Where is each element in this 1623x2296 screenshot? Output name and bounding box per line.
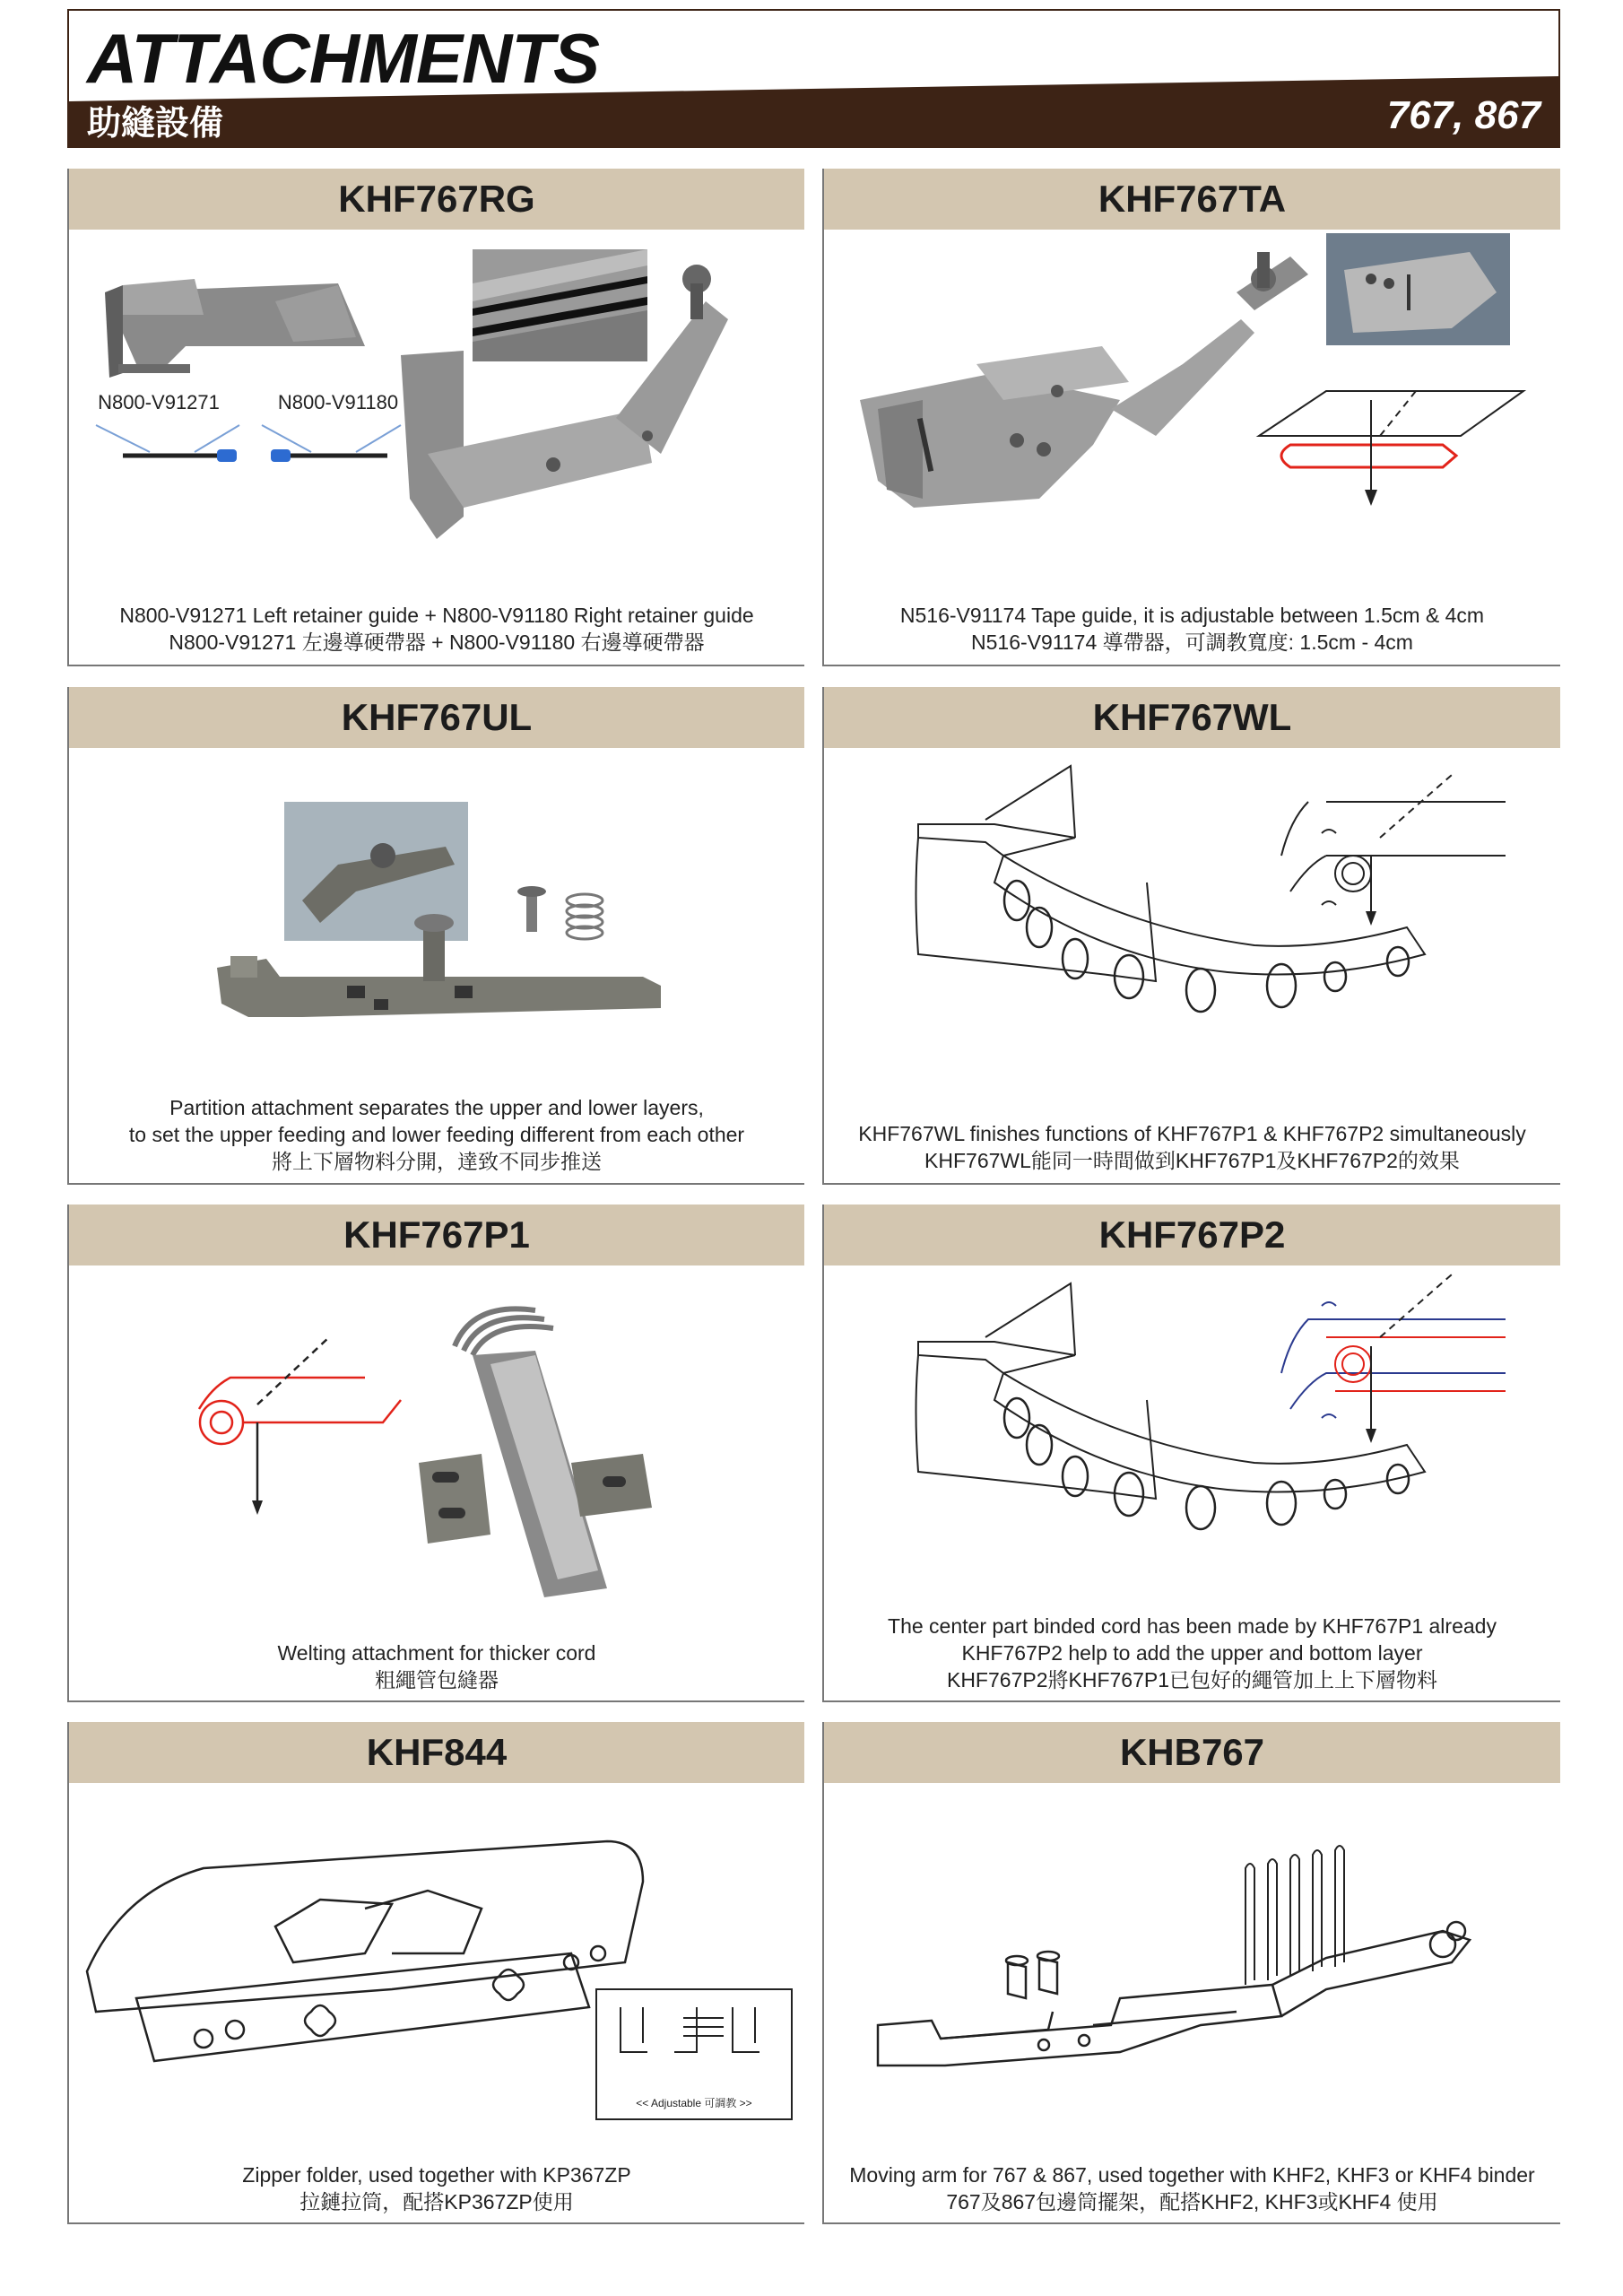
panel-caption bbox=[824, 1120, 1560, 1174]
caption-line-zh: N800-V91271 左邊導硬帶器 + N800-V91180 右邊導硬帶器 bbox=[169, 631, 705, 654]
welting-schematic bbox=[1281, 775, 1506, 926]
arrow-down-icon bbox=[1365, 490, 1377, 506]
partition-attachment-illustration bbox=[69, 748, 804, 1071]
left-retainer-guide-image bbox=[105, 279, 365, 378]
welting-folder-p2-drawing bbox=[916, 1283, 1426, 1529]
curl-arrow-icon bbox=[1322, 830, 1336, 833]
caption-line-zh: N516-V91174 導帶器，可調教寬度: 1.5cm - 4cm bbox=[971, 631, 1413, 654]
left-guide-schematic bbox=[96, 425, 239, 462]
retainer-slot-closeup-image bbox=[473, 249, 647, 361]
panel-title: KHF767P2 bbox=[824, 1205, 1560, 1265]
caption-line-zh: KHF767WL能同一時間做到KHF767P1及KHF767P2的效果 bbox=[924, 1149, 1460, 1172]
panel-title: KHF767TA bbox=[824, 169, 1560, 230]
screw-image bbox=[517, 886, 546, 932]
panel-caption bbox=[824, 1613, 1560, 1693]
panel-khf767p1 bbox=[67, 1205, 804, 1702]
zipper-folder-illustration bbox=[69, 1783, 804, 2142]
caption-line-en: Welting attachment for thicker cord bbox=[277, 1641, 596, 1665]
curl-arrow-icon bbox=[1322, 901, 1336, 905]
panel-khf767p2 bbox=[822, 1205, 1560, 1702]
moving-arm-drawing bbox=[878, 1846, 1470, 2066]
welting-folder-image bbox=[419, 1309, 652, 1597]
arrow-down-icon bbox=[1366, 1429, 1376, 1443]
caption-line-en: Zipper folder, used together with KP367ZP bbox=[242, 2163, 631, 2187]
moving-arm-illustration bbox=[824, 1783, 1560, 2142]
tape-guide-image bbox=[860, 252, 1308, 508]
panel-caption bbox=[69, 1094, 804, 1175]
tape-guide-closeup-image bbox=[1326, 233, 1510, 345]
zipper-folder-drawing bbox=[87, 1841, 643, 2061]
panel-khf767ta bbox=[822, 169, 1560, 666]
arrow-down-icon bbox=[252, 1500, 263, 1515]
header-bar bbox=[69, 76, 1558, 146]
tape-guide-diagram bbox=[1259, 391, 1523, 506]
curl-arrow-icon bbox=[1322, 1302, 1336, 1306]
caption-line-zh: 767及867包邊筒擺架，配搭KHF2, KHF3或KHF4 使用 bbox=[946, 2190, 1438, 2213]
page-header bbox=[67, 9, 1560, 148]
panel-caption bbox=[824, 602, 1560, 656]
welting-p1-schematic bbox=[199, 1337, 401, 1515]
panel-title: KHF767P1 bbox=[69, 1205, 804, 1265]
page-title: ATTACHMENTS bbox=[87, 19, 600, 98]
retainer-guide-illustration bbox=[69, 230, 804, 570]
caption-line-en: KHF767WL finishes functions of KHF767P1 & KHF767P2 simultaneously bbox=[858, 1122, 1526, 1145]
caption-line-en: N516-V91174 Tape guide, it is adjustable between 1.5cm & 4cm bbox=[899, 604, 1485, 627]
welting-combo-illustration bbox=[824, 748, 1560, 1107]
caption-line-en: N800-V91271 Left retainer guide + N800-V91180 Right retainer guide bbox=[119, 604, 754, 627]
panel-khf844 bbox=[67, 1722, 804, 2224]
caption-line-en: Moving arm for 767 & 867, used together with KHF2, KHF3 or KHF4 binder bbox=[849, 2163, 1535, 2187]
page-subtitle: 助縫設備 bbox=[87, 105, 224, 143]
right-guide-schematic bbox=[262, 425, 401, 462]
partition-plate-image bbox=[217, 914, 661, 1017]
caption-line-en: Partition attachment separates the upper and lower layers, bbox=[169, 1096, 704, 1119]
panel-caption bbox=[69, 602, 804, 656]
zipper-adjustable-inset bbox=[596, 1989, 792, 2119]
panel-title: KHF767UL bbox=[69, 687, 804, 748]
spring-image bbox=[567, 894, 603, 939]
arrow-down-icon bbox=[1366, 911, 1376, 926]
panel-caption bbox=[824, 2161, 1560, 2215]
model-numbers: 767, 867 bbox=[1386, 93, 1541, 137]
part-label-left: N800-V91271 bbox=[98, 391, 220, 413]
welting-p2-schematic bbox=[1281, 1274, 1506, 1443]
part-label-right: N800-V91180 bbox=[277, 391, 399, 413]
caption-line-en: The center part binded cord has been made by KHF767P1 already bbox=[888, 1614, 1497, 1638]
caption-line-en-2: KHF767P2 help to add the upper and bottom layer bbox=[961, 1641, 1423, 1665]
adjustable-label: << Adjustable 可調教 >> bbox=[636, 2097, 752, 2109]
panel-khf767wl bbox=[822, 687, 1560, 1185]
panel-title: KHB767 bbox=[824, 1722, 1560, 1783]
panel-khf767rg bbox=[67, 169, 804, 666]
panel-title: KHF767WL bbox=[824, 687, 1560, 748]
welting-folder-drawing bbox=[916, 766, 1426, 1012]
panel-caption bbox=[69, 1639, 804, 1693]
caption-line-zh: KHF767P2將KHF767P1已包好的繩管加上上下層物料 bbox=[946, 1668, 1437, 1692]
panel-caption bbox=[69, 2161, 804, 2215]
panel-khb767 bbox=[822, 1722, 1560, 2224]
panel-title: KHF767RG bbox=[69, 169, 804, 230]
caption-line-en-2: to set the upper feeding and lower feeding different from each other bbox=[128, 1123, 745, 1146]
curl-arrow-icon bbox=[1322, 1414, 1336, 1418]
panel-title: KHF844 bbox=[69, 1722, 804, 1783]
panel-khf767ul bbox=[67, 687, 804, 1185]
caption-line-zh: 將上下層物料分開，達致不同步推送 bbox=[272, 1150, 602, 1173]
caption-line-zh: 拉鏈拉筒，配搭KP367ZP使用 bbox=[299, 2190, 574, 2213]
tape-guide-illustration bbox=[824, 230, 1560, 570]
welting-attachment-illustration bbox=[69, 1265, 804, 1615]
caption-line-zh: 粗繩管包縫器 bbox=[375, 1668, 499, 1692]
welting-p2-illustration bbox=[824, 1265, 1560, 1588]
